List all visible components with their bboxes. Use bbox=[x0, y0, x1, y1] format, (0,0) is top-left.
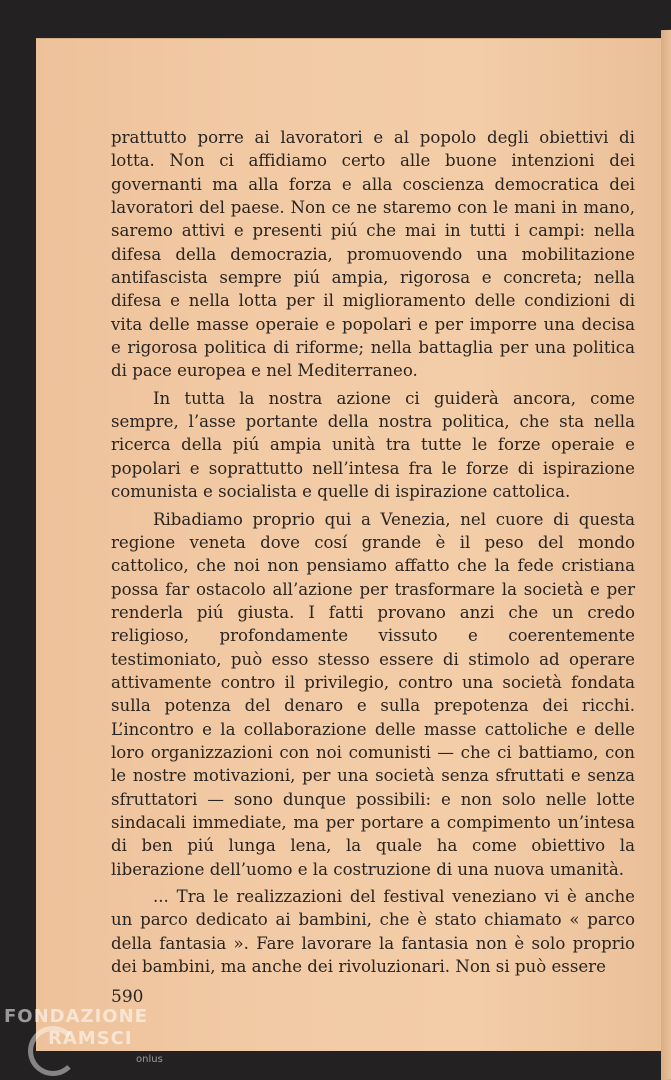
paragraph-1: prattutto porre ai lavoratori e al popolo degli obiettivi di lotta. Non ci affidiamo certo alle buone intenzioni dei governanti ma alla forza e alla coscienza democratica dei lavoratori del paese. Non ce ne staremo con le mani in mano, saremo attivi e presenti piú che mai in tutti i campi: nella difesa della democrazia, promuovendo una mobilitazione antifascista sempre piú ampia, rigorosa e concreta; nella difesa e nella lotta per il miglioramento delle condizioni di vita delle masse operaie e popolari e per imporre una decisa e rigorosa politica di riforme; nella battaglia per una politica di pace europea e nel Mediterraneo. bbox=[111, 128, 635, 381]
page-edge bbox=[661, 30, 671, 1080]
body-text bbox=[111, 126, 635, 978]
watermark-line1: FONDAZIONE bbox=[4, 1006, 148, 1027]
page-number: 590 bbox=[111, 987, 144, 1007]
watermark-logo bbox=[4, 1006, 184, 1080]
watermark-suffix: onlus bbox=[136, 1054, 163, 1065]
paragraph-4: ... Tra le realizzazioni del festival veneziano vi è anche un parco dedicato ai bambini, che è stato chiamato « parco della fantasia ». Fare lavorare la fantasia non è solo proprio dei bambini, ma anche dei rivoluzionari. Non si può essere bbox=[111, 887, 635, 977]
paragraph-3: Ribadiamo proprio qui a Venezia, nel cuore di questa regione veneta dove cosí grande è il peso del mondo cattolico, che noi non pensiamo affatto che la fede cristiana possa far ostacolo all’azione per trasformare la società e per renderla piú giusta. I fatti provano anzi che un credo religioso, profondamente vissuto e coerentemente testimoniato, può esso stesso essere di stimolo ad operare attivamente contro il privilegio, contro una società fondata sulla potenza del denaro e sulla prepotenza dei ricchi. L’incontro e la collaborazione delle masse cattoliche e delle loro organizzazioni con noi comunisti — che ci battiamo, con le nostre motivazioni, per una società senza sfruttati e senza sfruttatori — sono dunque possibili: e non solo nelle lotte sindacali immediate, ma per portare a compimento un’intesa di ben piú lunga lena, la quale ha come obiettivo la liberazione dell’uomo e la costruzione di una nuova umanità. bbox=[111, 509, 635, 879]
watermark-line2: RAMSCI bbox=[48, 1028, 133, 1049]
paragraph-2: In tutta la nostra azione ci guiderà ancora, come sempre, l’asse portante della nostra politica, che sta nella ricerca della piú ampia unità tra tutte le forze operaie e popolari e soprattutto nell’intesa fra le forze di ispirazione comunista e socialista e quelle di ispirazione cattolica. bbox=[111, 388, 635, 502]
